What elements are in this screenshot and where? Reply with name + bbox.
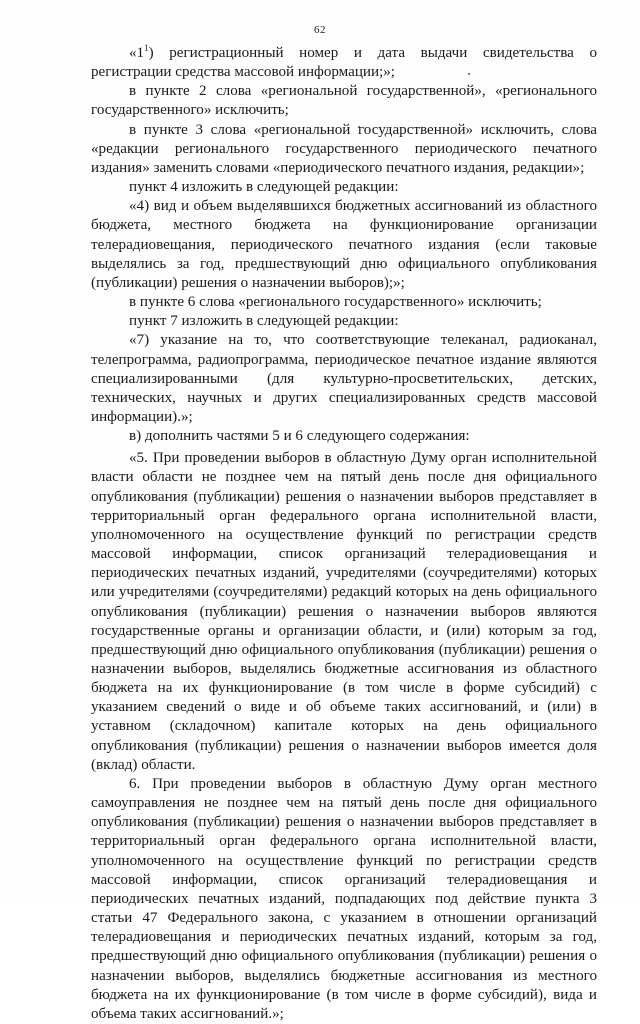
paragraph-item-1 bbox=[91, 44, 597, 82]
paragraph-point-7-intro: пункт 7 изложить в следующей редакции: bbox=[129, 313, 399, 330]
paragraph-point-3-amendment: в пункте 3 слова «региональной государственной» исключить, слова «редакции регионального государственного периодического печатного издания» заменить словами «периодического печатного издания, редакции»; bbox=[91, 121, 597, 176]
item-1-prefix: «1 bbox=[129, 45, 145, 61]
item-1-text: ) регистрационный номер и дата выдачи свидетельства о регистрации средства массовой информации;»; bbox=[91, 45, 597, 81]
paragraph-part-5: «5. При проведении выборов в областную Думу орган исполнительной власти области не позднее чем на пятый день после дня официального опубликования (публикации) решения о назначении выборов представляет в территориальный орган федерального органа исполнительной власти, уполномоченного на осуществление функций по регистрации средств массовой информации, список организаций телерадиовещания и периодических печатных изданий, учредителями (соучредителями) которых или учредителями (соучредителями) редакций которых на день официального опубликования (публикации) решения о назначении выборов являются государственные органы и организации области, и (или) которым за год, предшествующий дню официального опубликования (публикации) решения о назначении выборов, выделялись бюджетные ассигнования из областного бюджета на их функционирование (в том числе в форме субсидий) с указанием сведений о виде и об объеме таких ассигнований, и (или) в уставном (складочном) капитале которых на день официального опубликования (публикации) решения о назначении выборов имеется доля (вклад) области. bbox=[91, 450, 597, 773]
paragraph-point-7-text: «7) указание на то, что соответствующие телеканал, радиоканал, телепрограмма, радиопрограмма, периодическое печатное издание являются специализированными (для культурно-просветительских, детских, технических, научных и других специализированных средств массовой информации).»; bbox=[91, 332, 597, 425]
page-number: 62 bbox=[314, 24, 326, 36]
item-1-superscript: 1 bbox=[144, 42, 149, 53]
paragraph-point-6-amendment: в пункте 6 слова «регионального государственного» исключить; bbox=[129, 294, 542, 311]
paragraph-point-4-intro: пункт 4 изложить в следующей редакции: bbox=[129, 179, 399, 196]
paragraph-point-4-text: «4) вид и объем выделявшихся бюджетных ассигнований из областного бюджета, местного бюджета на функционирование организации телерадиовещания, периодического печатного издания (если таковые выделялись за год, предшествующий дню официального опубликования (публикации) решения о назначении выборов);»; bbox=[91, 198, 597, 291]
paragraph-parts-5-6-intro: в) дополнить частями 5 и 6 следующего содержания: bbox=[129, 428, 470, 445]
paragraph-part-6: 6. При проведении выборов в областную Думу орган местного самоуправления не позднее чем на пятый день после дня официального опубликования (публикации) решения о назначении выборов представляет в территориальный орган федерального органа исполнительной власти, уполномоченного на осуществление функций по регистрации средств массовой информации, список организаций телерадиовещания и периодических печатных изданий, подпадающих под действие пункта 3 статьи 47 Федерального закона, с указанием в отношении организаций телерадиовещания и периодических печатных изданий, которым за год, предшествующий дню официального опубликования (публикации) решения о назначении выборов, выделялись бюджетные ассигнования из местного бюджета на их функционирование (в том числе в форме субсидий), вида и объема таких ассигнований.»; bbox=[91, 775, 597, 1022]
paragraph-point-2-amendment: в пункте 2 слова «региональной государственной», «регионального государственного» исключить; bbox=[91, 83, 597, 119]
document-body bbox=[91, 44, 597, 1024]
